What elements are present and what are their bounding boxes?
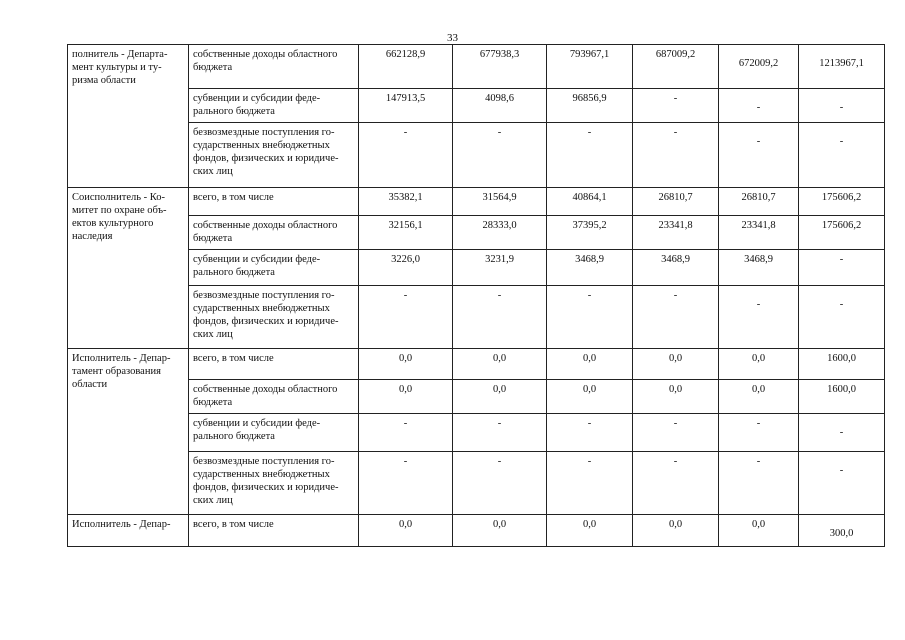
value-cell: - <box>633 89 719 123</box>
table-row <box>68 123 885 188</box>
source-cell: всего, в том числе <box>189 188 359 216</box>
value-cell: 0,0 <box>547 380 633 414</box>
value-cell: 0,0 <box>547 349 633 380</box>
value-cell: 23341,8 <box>633 216 719 250</box>
value-cell: 96856,9 <box>547 89 633 123</box>
value-cell: 26810,7 <box>719 188 799 216</box>
value-cell: 0,0 <box>359 349 453 380</box>
table-row <box>68 515 885 547</box>
executor-cell: Исполнитель - Депар- <box>68 515 189 547</box>
value-cell: - <box>719 452 799 515</box>
source-cell: безвозмездные поступления го-сударственных внебюджетных фондов, физических и юридиче-ских лиц <box>189 452 359 515</box>
value-cell: - <box>359 123 453 188</box>
value-cell: 0,0 <box>633 515 719 547</box>
source-cell: собственные доходы областного бюджета <box>189 380 359 414</box>
value-cell: - <box>799 452 885 515</box>
value-cell: 0,0 <box>453 349 547 380</box>
value-cell: - <box>799 250 885 286</box>
value-cell: 0,0 <box>453 380 547 414</box>
value-cell: 0,0 <box>547 515 633 547</box>
value-cell: 1600,0 <box>799 349 885 380</box>
executor-cell: Исполнитель - Депар-тамент образования области <box>68 349 189 515</box>
source-cell: субвенции и субсидии феде-рального бюджета <box>189 414 359 452</box>
value-cell: - <box>359 414 453 452</box>
value-cell: - <box>359 286 453 349</box>
value-cell: 28333,0 <box>453 216 547 250</box>
value-cell: 4098,6 <box>453 89 547 123</box>
value-cell: 175606,2 <box>799 188 885 216</box>
value-cell: 0,0 <box>719 349 799 380</box>
value-cell: 0,0 <box>633 380 719 414</box>
table-row <box>68 188 885 216</box>
value-cell: - <box>547 286 633 349</box>
value-cell: 147913,5 <box>359 89 453 123</box>
value-cell: 0,0 <box>453 515 547 547</box>
value-cell: - <box>547 452 633 515</box>
value-cell: - <box>547 414 633 452</box>
value-cell: - <box>633 123 719 188</box>
table-row <box>68 89 885 123</box>
value-cell: - <box>359 452 453 515</box>
value-cell: - <box>799 89 885 123</box>
value-cell: - <box>719 123 799 188</box>
table-row <box>68 452 885 515</box>
table-row <box>68 216 885 250</box>
table-row <box>68 414 885 452</box>
value-cell: 687009,2 <box>633 45 719 89</box>
value-cell: 0,0 <box>359 380 453 414</box>
source-cell: безвозмездные поступления го-сударственных внебюджетных фондов, физических и юридиче-ских лиц <box>189 286 359 349</box>
value-cell: 3468,9 <box>633 250 719 286</box>
value-cell: - <box>633 414 719 452</box>
value-cell: 677938,3 <box>453 45 547 89</box>
value-cell: 300,0 <box>799 515 885 547</box>
value-cell: - <box>719 414 799 452</box>
executor-cell: Соисполнитель - Ко-митет по охране объ-ектов культурного наследия <box>68 188 189 349</box>
value-cell: 1600,0 <box>799 380 885 414</box>
value-cell: 0,0 <box>719 515 799 547</box>
value-cell: - <box>547 123 633 188</box>
source-cell: субвенции и субсидии феде-рального бюджета <box>189 250 359 286</box>
value-cell: 3468,9 <box>547 250 633 286</box>
value-cell: 32156,1 <box>359 216 453 250</box>
source-cell: собственные доходы областного бюджета <box>189 45 359 89</box>
value-cell: - <box>799 286 885 349</box>
value-cell: - <box>633 286 719 349</box>
source-cell: собственные доходы областного бюджета <box>189 216 359 250</box>
value-cell: 0,0 <box>633 349 719 380</box>
value-cell: - <box>799 414 885 452</box>
budget-table <box>67 44 885 547</box>
value-cell: - <box>799 123 885 188</box>
value-cell: - <box>453 452 547 515</box>
value-cell: 1213967,1 <box>799 45 885 89</box>
table-row <box>68 380 885 414</box>
value-cell: - <box>453 123 547 188</box>
value-cell: 37395,2 <box>547 216 633 250</box>
value-cell: 31564,9 <box>453 188 547 216</box>
value-cell: 0,0 <box>359 515 453 547</box>
value-cell: 0,0 <box>719 380 799 414</box>
source-cell: всего, в том числе <box>189 349 359 380</box>
value-cell: 35382,1 <box>359 188 453 216</box>
value-cell: 26810,7 <box>633 188 719 216</box>
value-cell: 793967,1 <box>547 45 633 89</box>
value-cell: - <box>633 452 719 515</box>
value-cell: - <box>453 414 547 452</box>
value-cell: 3226,0 <box>359 250 453 286</box>
value-cell: 662128,9 <box>359 45 453 89</box>
source-cell: безвозмездные поступления го-сударственных внебюджетных фондов, физических и юридиче-ских лиц <box>189 123 359 188</box>
value-cell: - <box>453 286 547 349</box>
value-cell: - <box>719 286 799 349</box>
table-row <box>68 250 885 286</box>
value-cell: - <box>719 89 799 123</box>
value-cell: 672009,2 <box>719 45 799 89</box>
executor-cell: полнитель - Департа-мент культуры и ту-ризма области <box>68 45 189 188</box>
source-cell: всего, в том числе <box>189 515 359 547</box>
table-row <box>68 45 885 89</box>
page-number: 33 <box>447 32 458 44</box>
value-cell: 175606,2 <box>799 216 885 250</box>
table-row <box>68 286 885 349</box>
value-cell: 40864,1 <box>547 188 633 216</box>
value-cell: 3231,9 <box>453 250 547 286</box>
source-cell: субвенции и субсидии феде-рального бюджета <box>189 89 359 123</box>
table-row <box>68 349 885 380</box>
value-cell: 3468,9 <box>719 250 799 286</box>
value-cell: 23341,8 <box>719 216 799 250</box>
